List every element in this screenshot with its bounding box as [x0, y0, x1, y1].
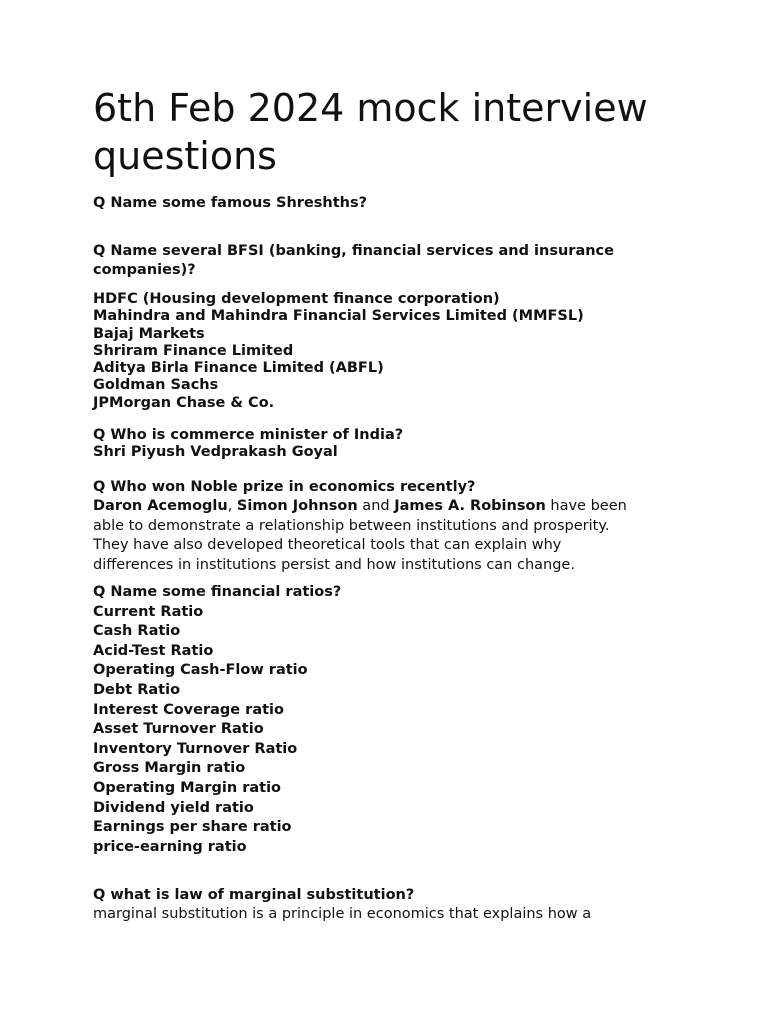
question-shreshths: Q Name some famous Shreshths?: [93, 195, 368, 211]
list-item: Gross Margin ratio: [93, 760, 246, 777]
list-item: Cash Ratio: [93, 623, 181, 640]
separator: and: [357, 498, 395, 514]
laureate-name: James A. Robinson: [394, 498, 546, 514]
marginal-block: [93, 886, 693, 924]
answer-marginal: marginal substitution is a principle in economics that explains how a: [93, 906, 592, 922]
answer-text: have been: [545, 498, 627, 514]
laureate-name: Daron Acemoglu: [93, 498, 228, 514]
list-item: Goldman Sachs: [93, 377, 219, 394]
answer-commerce: Shri Piyush Vedprakash Goyal: [93, 444, 338, 461]
list-item: JPMorgan Chase & Co.: [93, 394, 275, 411]
list-item: Shriram Finance Limited: [93, 342, 294, 359]
list-item: Debt Ratio: [93, 681, 181, 698]
list-item: Bajaj Markets: [93, 325, 205, 342]
answer-nobel: [93, 497, 693, 575]
list-item: Mahindra and Mahindra Financial Services Limited (MMFSL): [93, 308, 584, 325]
list-item: Aditya Birla Finance Limited (ABFL): [93, 360, 384, 377]
list-item: Dividend yield ratio: [93, 799, 254, 816]
ratios-block: [93, 583, 693, 857]
commerce-block: [93, 427, 693, 462]
bfsi-answer-list: [93, 291, 693, 412]
list-item: Acid-Test Ratio: [93, 642, 214, 659]
answer-nobel-line: differences in institutions persist and how institutions can change.: [93, 556, 575, 573]
question-marginal: Q what is law of marginal substitution?: [93, 887, 415, 903]
list-item: Asset Turnover Ratio: [93, 721, 264, 738]
list-item: Current Ratio: [93, 603, 204, 620]
question-ratios: Q Name some financial ratios?: [93, 584, 342, 600]
list-item: price-earning ratio: [93, 838, 247, 855]
list-item: Operating Cash-Flow ratio: [93, 662, 308, 679]
question-nobel: Q Who won Noble prize in economics recently?: [93, 479, 476, 495]
answer-nobel-line: They have also developed theoretical tools that can explain why: [93, 537, 562, 554]
list-item: Interest Coverage ratio: [93, 701, 284, 718]
list-item: Operating Margin ratio: [93, 779, 282, 796]
nobel-block: [93, 478, 693, 575]
answer-nobel-line: able to demonstrate a relationship between institutions and prosperity.: [93, 517, 610, 534]
list-item: Inventory Turnover Ratio: [93, 740, 298, 757]
list-item: HDFC (Housing development finance corporation): [93, 291, 500, 307]
answer-nobel-line: [93, 497, 693, 517]
question-bfsi: Q Name several BFSI (banking, financial services and insurance companies)?: [93, 243, 614, 278]
page-title: 6th Feb 2024 mock interview questions: [93, 86, 648, 178]
list-item: Earnings per share ratio: [93, 819, 292, 836]
separator: ,: [227, 498, 237, 514]
question-commerce: Q Who is commerce minister of India?: [93, 427, 404, 443]
laureate-name: Simon Johnson: [236, 498, 358, 514]
